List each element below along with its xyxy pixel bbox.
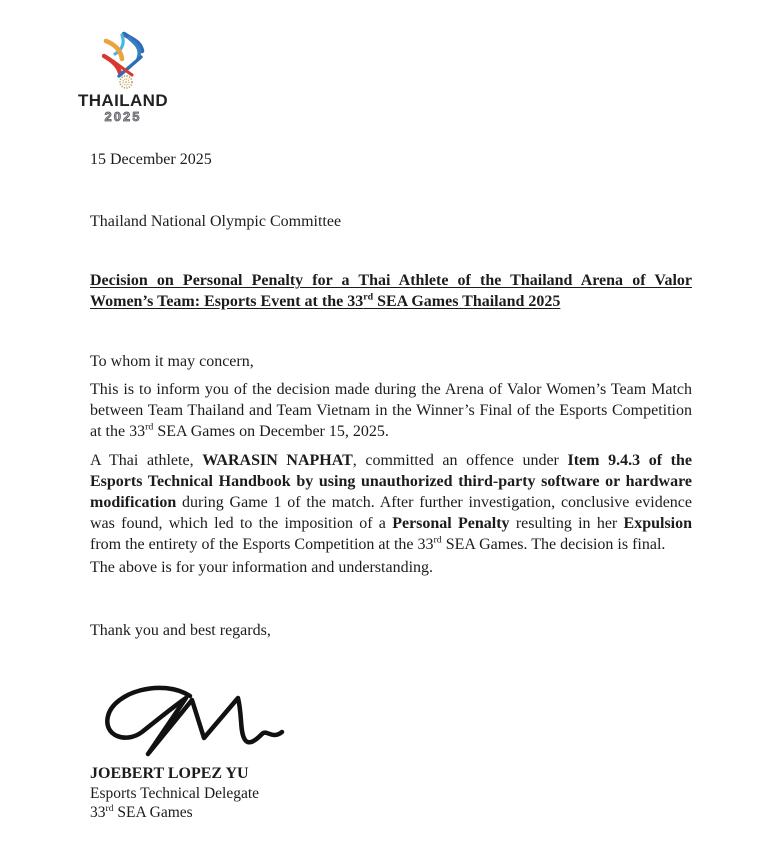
logo-wordmark: THAILAND	[77, 91, 169, 110]
date-line: 15 December 2025	[90, 151, 212, 168]
paragraph-1: This is to inform you of the decision made during the Arena of Valor Women’s Team Match between Team Thailand and Team Vietnam in the Winner’s Final of the Esports Competition at the 33rd SEA Games on December 15, 2025.	[90, 381, 692, 440]
sea-games-emblem-icon	[98, 31, 148, 91]
logo-year: 2025	[104, 109, 142, 124]
title-line-1: Decision on Personal Penalty for a Thai Athlete of the Thailand Arena of Valor	[90, 272, 692, 289]
recipient-line: Thailand National Olympic Committee	[90, 213, 342, 230]
logo	[75, 31, 171, 124]
paragraph-3: The above is for your information and understanding.	[90, 559, 434, 576]
signer-role: Esports Technical Delegate	[90, 784, 260, 802]
closing-line: Thank you and best regards,	[90, 622, 271, 639]
paragraph-2: A Thai athlete, WARASIN NAPHAT, committed an offence under Item 9.4.3 of the Esports Technical Handbook by using unauthorized third-party software or hardware modification during Game 1 of the match. After further investigation, conclusive evidence was found, which led to the imposition of a Personal Penalty resulting in her Expulsion from the entirety of the Esports Competition at the 33rd SEA Games. The decision is final.	[90, 452, 693, 553]
letter-title	[90, 270, 692, 312]
title-line-2: Women’s Team: Esports Event at the 33rd SEA Games Thailand 2025	[90, 291, 561, 310]
signature	[92, 674, 297, 766]
signer-org: 33rd SEA Games	[90, 802, 193, 821]
signer-block	[90, 764, 259, 823]
signer-name: JOEBERT LOPEZ YU	[90, 765, 249, 782]
greeting: To whom it may concern,	[90, 353, 254, 370]
